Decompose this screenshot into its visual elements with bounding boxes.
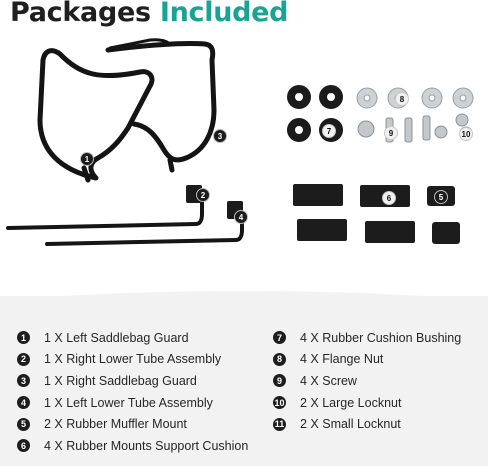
list-item [273,392,461,414]
item-description: 1 X Right Saddlebag Guard [44,373,197,388]
item-description: 2 X Rubber Muffler Mount [44,417,187,432]
list-item [273,370,461,392]
item-number-badge: 7 [273,331,286,344]
flange-nuts [357,88,473,108]
item-description: 1 X Left Saddlebag Guard [44,330,189,345]
callout-2: 2 [196,188,210,202]
rubber-mounts-support-cushions [293,184,415,243]
item-description: 4 X Rubber Cushion Bushing [300,330,462,345]
item-number-badge: 1 [17,331,30,344]
left-saddlebag-guard [40,51,152,180]
item-number-badge: 5 [17,418,30,431]
callout-7: 7 [322,124,336,138]
items-list-left [17,327,248,457]
item-description: 1 X Right Lower Tube Assembly [44,352,222,367]
item-description: 2 X Small Locknut [300,417,401,432]
item-number-badge: 10 [274,397,285,408]
item-number-badge: 3 [17,374,30,387]
list-item [17,435,248,457]
callout-10: 10 [459,127,473,141]
list-item [17,413,248,435]
item-number-badge: 2 [17,353,30,366]
callout-5: 5 [434,190,448,204]
item-number-badge: 6 [17,439,30,452]
item-number-badge: 9 [273,374,286,387]
item-number-badge: 8 [273,353,286,366]
page-title [10,0,288,28]
screws-and-locknuts [358,114,472,142]
item-number-badge: 4 [17,396,30,409]
list-item [17,349,248,371]
callout-3: 3 [213,129,227,143]
title-part-2: Included [159,0,289,28]
item-description: 1 X Left Lower Tube Assembly [44,395,213,410]
list-item [17,370,248,392]
list-item [273,413,461,435]
list-item [17,327,248,349]
callout-9: 9 [384,126,398,140]
list-item [17,392,248,414]
list-item [273,349,461,371]
item-description: 4 X Screw [300,373,357,388]
title-part-1: Packages [10,0,151,28]
item-description: 4 X Rubber Mounts Support Cushion [44,438,249,453]
item-number-badge: 11 [274,419,285,430]
item-description: 2 X Large Locknut [300,395,402,410]
items-list-right [273,327,461,435]
callout-8: 8 [395,92,409,106]
callout-1: 1 [80,152,94,166]
right-saddlebag-guard [108,40,214,170]
callout-4: 4 [234,210,248,224]
list-item [273,327,461,349]
item-description: 4 X Flange Nut [300,352,384,367]
callout-6: 6 [382,191,396,205]
